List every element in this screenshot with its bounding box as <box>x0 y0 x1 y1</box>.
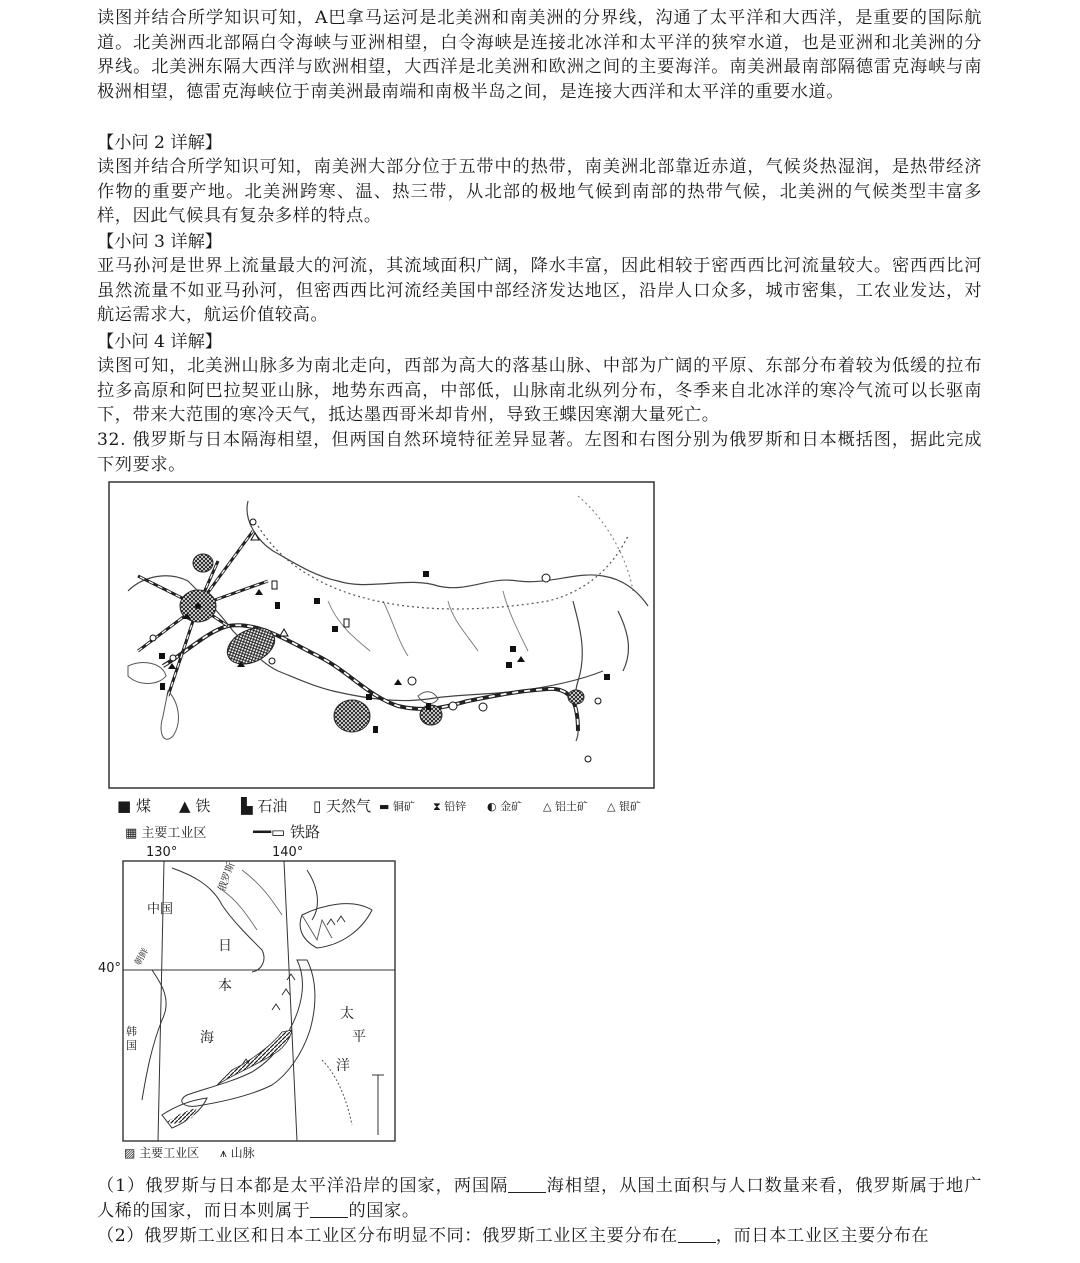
sub1-part-b: 海相望，从国土面积与人口数量来看，俄罗斯属于地广人稀的国家，而日本则属于 <box>97 1176 982 1221</box>
answer-paragraph-1 <box>97 6 982 104</box>
sub2-part-a: （2）俄罗斯工业区和日本工业区分布明显不同：俄罗斯工业区主要分布在 <box>97 1226 678 1246</box>
legend-silver: △ 银矿 <box>607 800 641 813</box>
legend-leadzinc: ⧗ 铅锌 <box>433 800 467 813</box>
russia-legend <box>117 796 677 842</box>
japan-legend <box>124 1143 324 1161</box>
ocean-char-1: 太 <box>340 1006 354 1022</box>
q4-text: 读图可知，北美洲山脉多为南北走向，西部为高大的落基山脉、中部为广阔的平原、东部分布着较为低缓的拉布拉多高原和阿巴拉契亚山脉，地势东西高，中部低，山脉南北纵列分布，冬季来自北冰洋的寒冷气流可以长驱南下，带来大范围的寒冷天气，抵达墨西哥米却肯州，导致王蝶因寒潮大量死亡。 <box>97 356 982 426</box>
label-north-korea: 朝鲜 <box>133 946 152 968</box>
label-russia: 俄罗斯 <box>216 861 238 894</box>
legend-railway: ━━▭ 铁路 <box>253 823 321 841</box>
answer-intro-text: 读图并结合所学知识可知，A巴拿马运河是北美洲和南美洲的分界线，沟通了太平洋和大西洋，是重要的国际航道。北美洲西北部隔白令海峡与亚洲相望，白令海峡是连接北冰洋和太平洋的狭窄水道，也是亚洲和北美洲的分界线。北美洲东隔大西洋与欧洲相望，大西洋是北美洲和欧洲之间的主要海洋。南美洲最南部隔德雷克海峡与南极洲相望，德雷克海峡位于南美洲最南端和南极半岛之间，是连接大西洋和太平洋的重要水道。 <box>97 8 982 102</box>
lon-140-label: 140° <box>272 845 304 860</box>
legend-oil: ▙ 石油 <box>241 797 288 815</box>
answer-paragraph-4 <box>97 354 982 428</box>
answer-paragraph-3 <box>97 254 982 328</box>
label-china: 中国 <box>147 902 174 917</box>
label-south-korea: 韩国 <box>126 1025 137 1052</box>
legend-japan-mountain: ⩚ 山脉 <box>220 1146 255 1160</box>
legend-copper: ▬ 铜矿 <box>379 800 415 813</box>
sub1-part-c: 的国家。 <box>348 1200 420 1221</box>
legend-gold: ◐ 金矿 <box>487 800 523 813</box>
legend-industry: ▦ 主要工业区 <box>125 826 207 841</box>
lat-40-label: 40° <box>98 961 122 976</box>
q32-stem-text: 32. 俄罗斯与日本隔海相望，但两国自然环境特征差异显著。左图和右图分别为俄罗斯和日本概括图，据此完成下列要求。 <box>97 430 982 475</box>
legend-gas: ▯ 天然气 <box>313 797 372 815</box>
blank-3[interactable] <box>678 1226 716 1243</box>
sea-char-2: 本 <box>218 978 232 994</box>
legend-japan-industry: ▨ 主要工业区 <box>124 1146 200 1160</box>
lon-130-label: 130° <box>146 845 178 860</box>
q2-heading: 【小问 2 详解】 <box>97 133 222 153</box>
q4-heading: 【小问 4 详解】 <box>97 332 222 352</box>
ocean-char-3: 洋 <box>336 1058 350 1074</box>
sub1-part-a: （1）俄罗斯与日本都是太平洋沿岸的国家，两国隔 <box>97 1176 509 1196</box>
sea-char-3: 海 <box>200 1030 214 1046</box>
q3-text: 亚马孙河是世界上流量最大的河流，其流域面积广阔，降水丰富，因此相较于密西西比河流量较大。密西西比河虽然流量不如亚马孙河，但密西西比河流经美国中部经济发达地区，沿岸人口众多，城市密集，工农业发达，对航运需求大，航运价值较高。 <box>97 256 982 326</box>
blank-2[interactable] <box>310 1201 348 1218</box>
ocean-char-2: 平 <box>352 1029 366 1045</box>
sub2-part-b: ，而日本工业区主要分布在 <box>715 1226 930 1246</box>
blank-1[interactable] <box>508 1176 546 1193</box>
question-32-stem <box>97 428 982 477</box>
russia-map <box>108 481 655 789</box>
sub-question-2 <box>97 1224 982 1249</box>
q2-text: 读图并结合所学知识可知，南美洲大部分位于五带中的热带，南美洲北部靠近赤道，气候炎热湿润，是热带经济作物的重要产地。北美洲跨寒、温、热三带，从北部的极地气候到南部的热带气候，北美洲的气候类型丰富多样，因此气候具有复杂多样的特点。 <box>97 157 982 227</box>
sea-char-1: 日 <box>218 938 232 954</box>
legend-bauxite: △ 铝土矿 <box>543 800 588 813</box>
q3-heading: 【小问 3 详解】 <box>97 232 222 252</box>
sub-question-1 <box>97 1174 982 1223</box>
legend-iron: ▲ 铁 <box>179 797 211 815</box>
legend-coal: ■ 煤 <box>117 797 151 815</box>
answer-paragraph-2 <box>97 155 982 229</box>
